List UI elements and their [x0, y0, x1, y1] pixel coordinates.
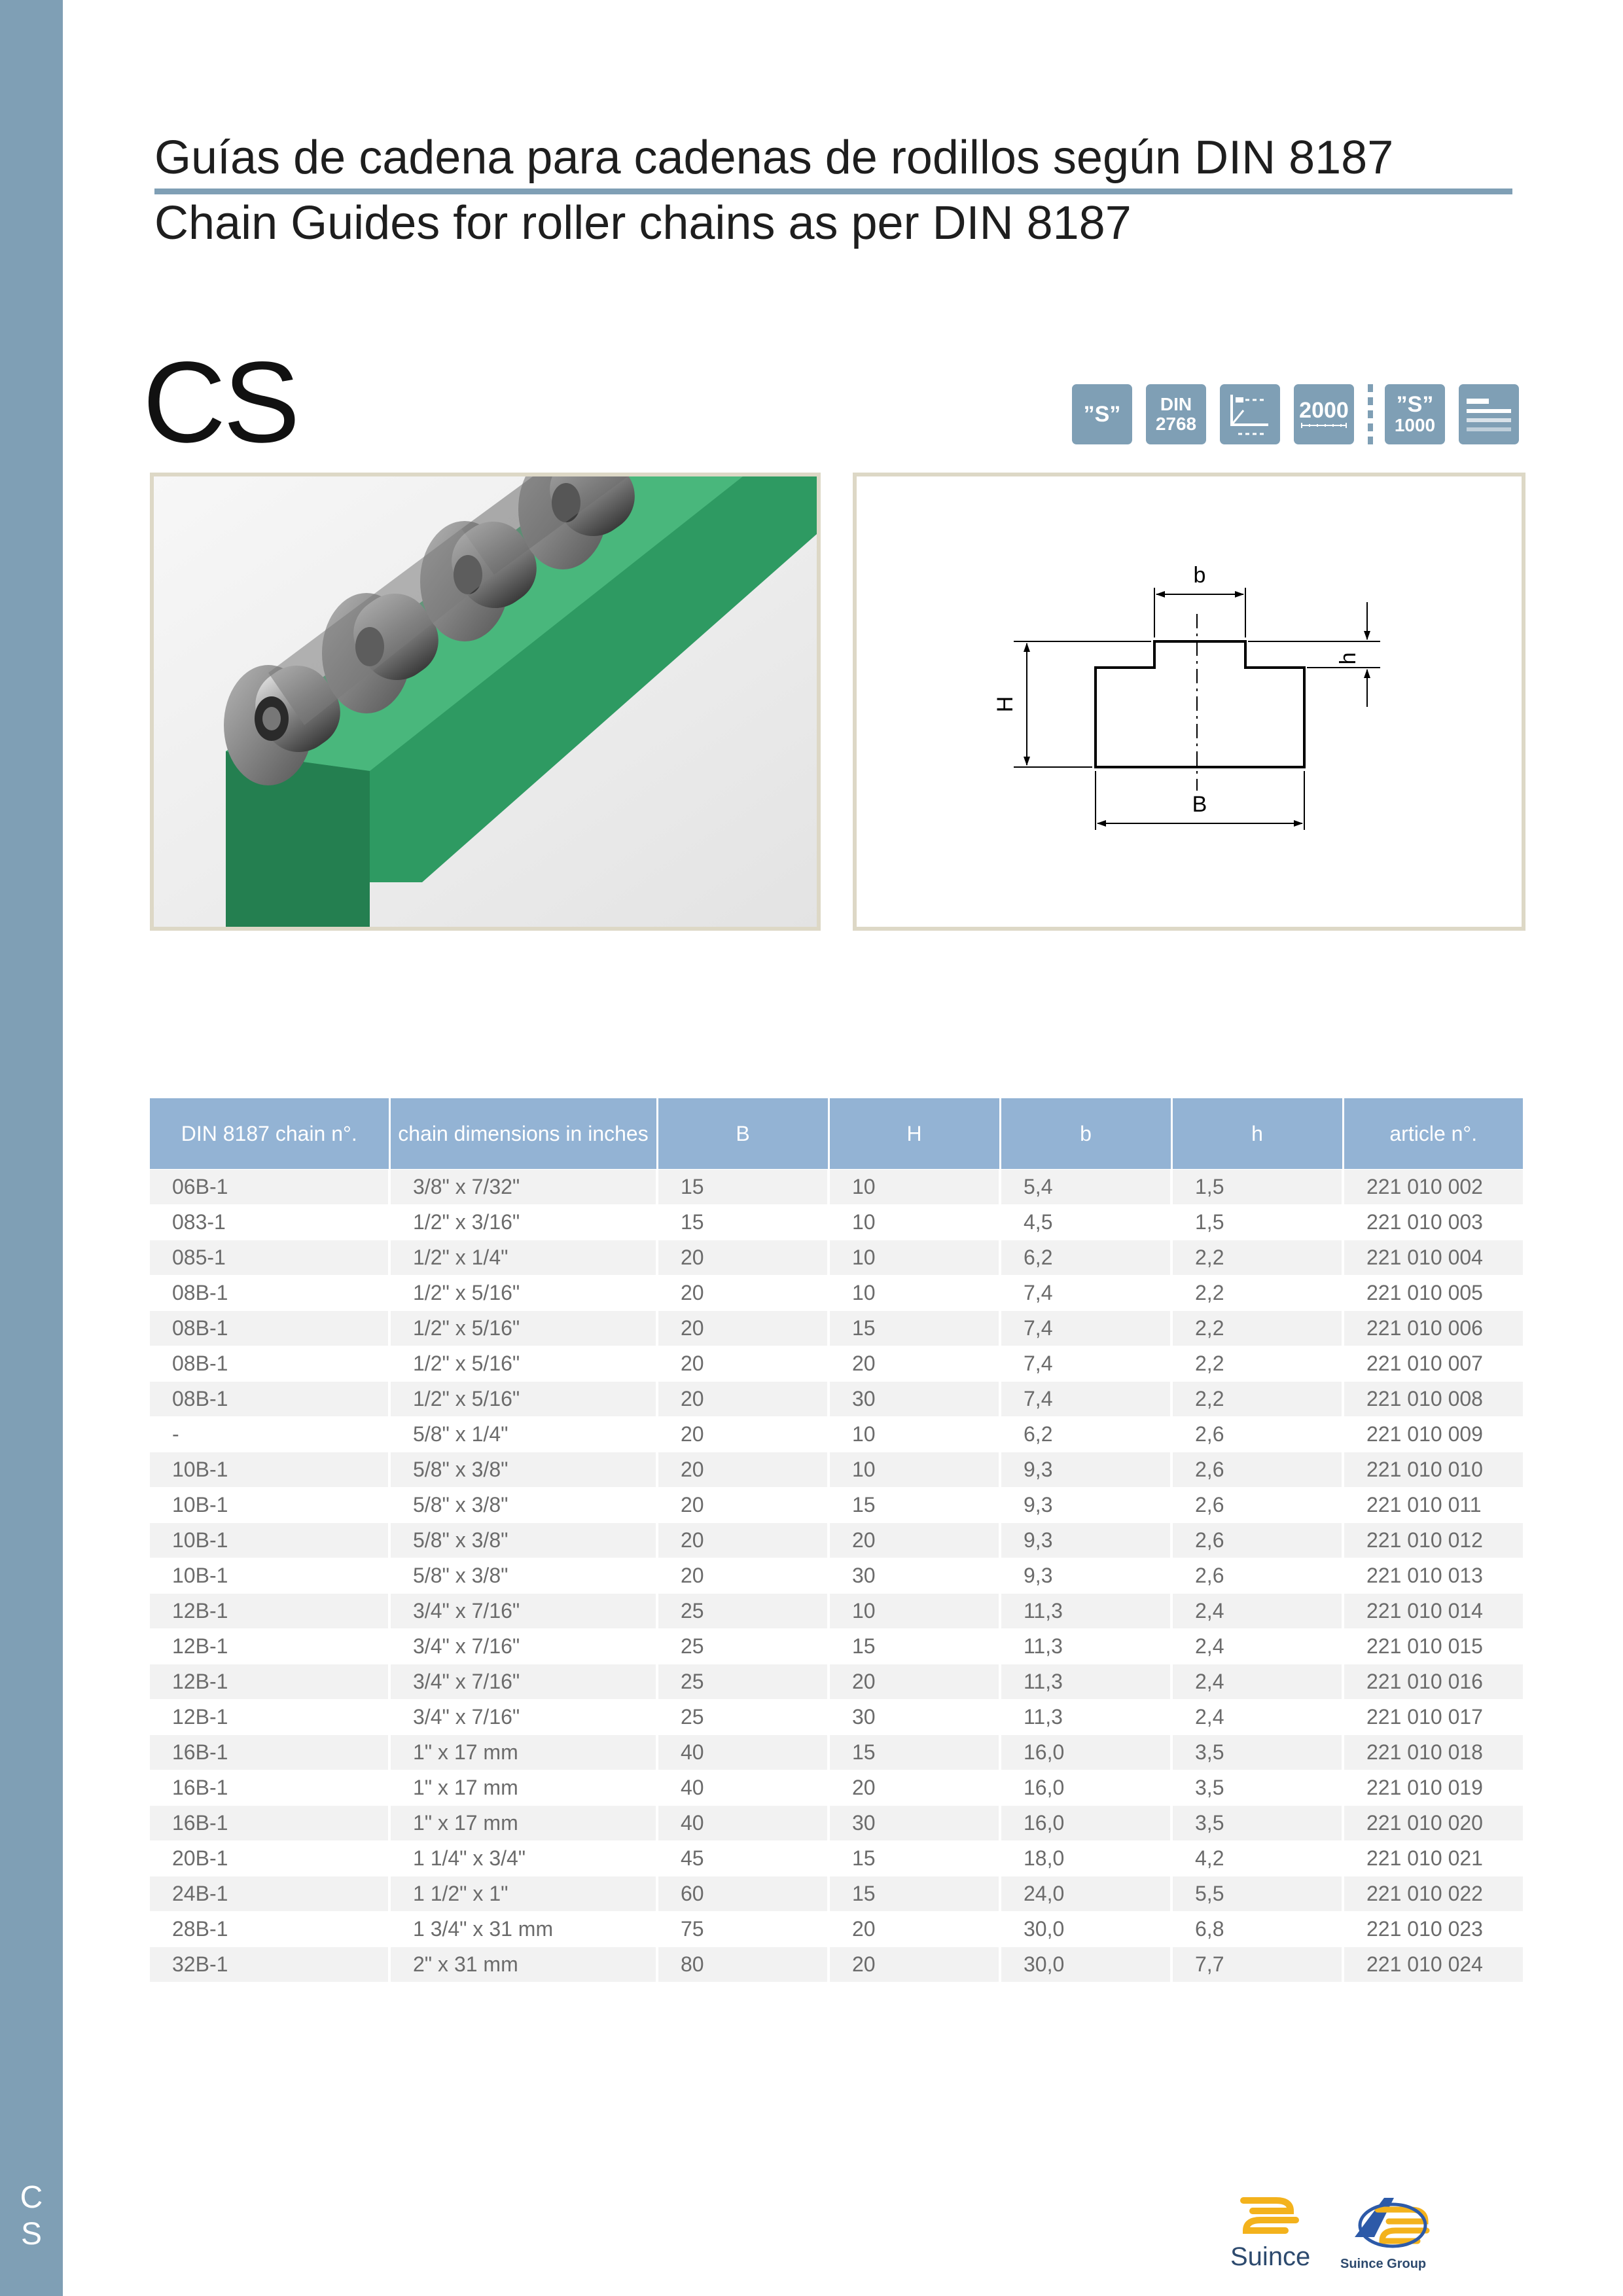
table-cell: 1/2" x 3/16" — [389, 1205, 657, 1240]
ruler-icon — [1300, 422, 1347, 429]
table-cell: 4,2 — [1171, 1841, 1343, 1876]
product-code: CS — [143, 338, 298, 467]
table-cell: 30,0 — [1000, 1912, 1171, 1947]
technical-drawing-frame — [853, 473, 1525, 931]
table-cell: 10 — [829, 1417, 1000, 1452]
table-cell: 10 — [829, 1594, 1000, 1629]
table-cell: 221 010 013 — [1343, 1558, 1523, 1594]
table-cell: 3/4" x 7/16" — [389, 1594, 657, 1629]
table-cell: 10 — [829, 1240, 1000, 1276]
dimension-label-B: B — [1192, 792, 1207, 817]
table-cell: 2,4 — [1171, 1629, 1343, 1664]
table-cell: 16B-1 — [150, 1806, 389, 1841]
table-cell: 20 — [657, 1523, 829, 1558]
table-cell: 20B-1 — [150, 1841, 389, 1876]
column-header: b — [1000, 1098, 1171, 1170]
table-cell: 221 010 022 — [1343, 1876, 1523, 1912]
table-cell: 7,4 — [1000, 1382, 1171, 1417]
table-cell: 12B-1 — [150, 1700, 389, 1735]
table-cell: 1/2" x 1/4" — [389, 1240, 657, 1276]
suince-logo-icon — [1230, 2191, 1309, 2244]
table-cell: 1,5 — [1171, 1170, 1343, 1205]
table-header-row — [150, 1098, 1523, 1170]
table-cell: 085-1 — [150, 1240, 389, 1276]
title-divider — [154, 188, 1512, 194]
table-cell: 221 010 015 — [1343, 1629, 1523, 1664]
table-cell: 9,3 — [1000, 1488, 1171, 1523]
badge-text: 2000 — [1299, 398, 1349, 423]
table-cell: 2,2 — [1171, 1240, 1343, 1276]
table-cell: 2" x 31 mm — [389, 1947, 657, 1982]
table-cell: 1" x 17 mm — [389, 1735, 657, 1770]
table-cell: 2,2 — [1171, 1346, 1343, 1382]
table-cell: 221 010 004 — [1343, 1240, 1523, 1276]
table-cell: 11,3 — [1000, 1664, 1171, 1700]
table-cell: 2,2 — [1171, 1311, 1343, 1346]
table-cell: 221 010 014 — [1343, 1594, 1523, 1629]
table-cell: 2,4 — [1171, 1594, 1343, 1629]
table-cell: 45 — [657, 1841, 829, 1876]
table-cell: 3,5 — [1171, 1735, 1343, 1770]
table-cell: 6,8 — [1171, 1912, 1343, 1947]
table-cell: 9,3 — [1000, 1452, 1171, 1488]
column-header: B — [657, 1098, 829, 1170]
table-cell: 5/8" x 3/8" — [389, 1523, 657, 1558]
table-cell: 1 3/4" x 31 mm — [389, 1912, 657, 1947]
table-cell: 7,4 — [1000, 1346, 1171, 1382]
table-cell: 30,0 — [1000, 1947, 1171, 1982]
table-cell: 221 010 016 — [1343, 1664, 1523, 1700]
table-cell: 25 — [657, 1700, 829, 1735]
table-row — [150, 1382, 1523, 1417]
table-cell: 6,2 — [1000, 1240, 1171, 1276]
profile-drawing — [857, 476, 1522, 927]
table-cell: 9,3 — [1000, 1558, 1171, 1594]
table-row — [150, 1770, 1523, 1806]
table-cell: 221 010 003 — [1343, 1205, 1523, 1240]
table-cell: 20 — [829, 1664, 1000, 1700]
table-row — [150, 1912, 1523, 1947]
badge-s-1000 — [1385, 384, 1445, 444]
table-cell: 15 — [829, 1629, 1000, 1664]
table-row — [150, 1240, 1523, 1276]
table-cell: 10B-1 — [150, 1452, 389, 1488]
table-cell: 20 — [657, 1346, 829, 1382]
profile-icon — [1220, 384, 1280, 444]
table-cell: 221 010 008 — [1343, 1382, 1523, 1417]
table-cell: 2,4 — [1171, 1664, 1343, 1700]
t-profile-outline — [1096, 641, 1304, 767]
table-cell: 2,6 — [1171, 1417, 1343, 1452]
table-cell: 221 010 006 — [1343, 1311, 1523, 1346]
table-row — [150, 1594, 1523, 1629]
table-row — [150, 1735, 1523, 1770]
table-cell: 30 — [829, 1806, 1000, 1841]
table-cell: 28B-1 — [150, 1912, 389, 1947]
table-cell: 16,0 — [1000, 1806, 1171, 1841]
badge-din-2768 — [1146, 384, 1206, 444]
table-cell: 08B-1 — [150, 1382, 389, 1417]
table-cell: 16,0 — [1000, 1770, 1171, 1806]
table-row — [150, 1700, 1523, 1735]
sidebar-section-code — [14, 2179, 48, 2253]
table-cell: 221 010 002 — [1343, 1170, 1523, 1205]
table-row — [150, 1346, 1523, 1382]
table-cell: 20 — [829, 1947, 1000, 1982]
table-cell: 30 — [829, 1382, 1000, 1417]
table-cell: 1/2" x 5/16" — [389, 1382, 657, 1417]
table-cell: 15 — [657, 1205, 829, 1240]
table-cell: 60 — [657, 1876, 829, 1912]
table-cell: - — [150, 1417, 389, 1452]
table-cell: 221 010 012 — [1343, 1523, 1523, 1558]
table-cell: 10B-1 — [150, 1488, 389, 1523]
table-cell: 80 — [657, 1947, 829, 1982]
table-cell: 15 — [829, 1735, 1000, 1770]
table-cell: 20 — [657, 1240, 829, 1276]
table-row — [150, 1664, 1523, 1700]
suince-group-logo-text: Suince Group — [1340, 2257, 1427, 2271]
table-cell: 083-1 — [150, 1205, 389, 1240]
sidebar-code-line2: S — [20, 2217, 42, 2251]
table-cell: 1/2" x 5/16" — [389, 1346, 657, 1382]
table-cell: 18,0 — [1000, 1841, 1171, 1876]
table-cell: 16B-1 — [150, 1735, 389, 1770]
table-cell: 3/4" x 7/16" — [389, 1700, 657, 1735]
table-cell: 08B-1 — [150, 1276, 389, 1311]
table-cell: 16B-1 — [150, 1770, 389, 1806]
table-cell: 2,6 — [1171, 1558, 1343, 1594]
table-cell: 15 — [829, 1876, 1000, 1912]
table-cell: 12B-1 — [150, 1664, 389, 1700]
table-cell: 221 010 024 — [1343, 1947, 1523, 1982]
table-cell: 10 — [829, 1170, 1000, 1205]
table-cell: 3,5 — [1171, 1770, 1343, 1806]
table-cell: 30 — [829, 1700, 1000, 1735]
table-cell: 221 010 005 — [1343, 1276, 1523, 1311]
table-row — [150, 1947, 1523, 1982]
table-cell: 24,0 — [1000, 1876, 1171, 1912]
table-cell: 5,4 — [1000, 1170, 1171, 1205]
table-cell: 7,7 — [1171, 1947, 1343, 1982]
table-cell: 20 — [657, 1276, 829, 1311]
badge-separator — [1368, 384, 1373, 444]
sidebar-band — [0, 0, 63, 2296]
table-cell: 32B-1 — [150, 1947, 389, 1982]
table-cell: 06B-1 — [150, 1170, 389, 1205]
table-cell: 20 — [657, 1417, 829, 1452]
table-cell: 24B-1 — [150, 1876, 389, 1912]
table-cell: 2,2 — [1171, 1382, 1343, 1417]
table-cell: 221 010 020 — [1343, 1806, 1523, 1841]
table-cell: 25 — [657, 1664, 829, 1700]
table-cell: 16,0 — [1000, 1735, 1171, 1770]
badge-text: ”S” — [1396, 392, 1434, 417]
table-cell: 5,5 — [1171, 1876, 1343, 1912]
table-cell: 221 010 010 — [1343, 1452, 1523, 1488]
table-row — [150, 1523, 1523, 1558]
suince-logo-text: Suince — [1230, 2242, 1311, 2271]
table-cell: 1" x 17 mm — [389, 1806, 657, 1841]
table-cell: 20 — [829, 1346, 1000, 1382]
table-cell: 2,4 — [1171, 1700, 1343, 1735]
table-row — [150, 1452, 1523, 1488]
table-cell: 40 — [657, 1806, 829, 1841]
table-cell: 221 010 019 — [1343, 1770, 1523, 1806]
table-cell: 25 — [657, 1594, 829, 1629]
table-cell: 25 — [657, 1629, 829, 1664]
table-cell: 40 — [657, 1735, 829, 1770]
table-cell: 3,5 — [1171, 1806, 1343, 1841]
column-header: article n°. — [1343, 1098, 1523, 1170]
table-cell: 5/8" x 1/4" — [389, 1417, 657, 1452]
table-cell: 20 — [657, 1311, 829, 1346]
table-row — [150, 1311, 1523, 1346]
table-cell: 15 — [829, 1841, 1000, 1876]
table-cell: 4,5 — [1000, 1205, 1171, 1240]
table-cell: 1 1/4" x 3/4" — [389, 1841, 657, 1876]
badge-lines-icon — [1459, 384, 1519, 444]
table-cell: 221 010 007 — [1343, 1346, 1523, 1382]
table-cell: 10 — [829, 1452, 1000, 1488]
table-row — [150, 1276, 1523, 1311]
table-cell: 221 010 018 — [1343, 1735, 1523, 1770]
badge-profile-icon — [1220, 384, 1280, 444]
table-cell: 08B-1 — [150, 1311, 389, 1346]
table-cell: 2,6 — [1171, 1488, 1343, 1523]
table-cell: 11,3 — [1000, 1700, 1171, 1735]
table-row — [150, 1876, 1523, 1912]
table-cell: 9,3 — [1000, 1523, 1171, 1558]
table-cell: 11,3 — [1000, 1594, 1171, 1629]
badge-text: ”S” — [1083, 402, 1121, 427]
lines-icon — [1459, 384, 1519, 444]
table-cell: 5/8" x 3/8" — [389, 1488, 657, 1523]
table-row — [150, 1417, 1523, 1452]
table-cell: 1/2" x 5/16" — [389, 1311, 657, 1346]
table-cell: 20 — [657, 1558, 829, 1594]
badge-text: DIN — [1160, 394, 1192, 414]
table-row — [150, 1558, 1523, 1594]
table-cell: 20 — [829, 1770, 1000, 1806]
table-cell: 221 010 009 — [1343, 1417, 1523, 1452]
table-cell: 15 — [829, 1488, 1000, 1523]
table-cell: 20 — [657, 1452, 829, 1488]
table-cell: 1/2" x 5/16" — [389, 1276, 657, 1311]
page-title-english: Chain Guides for roller chains as per DIN 8187 — [154, 197, 1132, 249]
badge-s-profile — [1072, 384, 1132, 444]
badge-text: 2768 — [1155, 414, 1197, 434]
table-cell: 20 — [657, 1382, 829, 1417]
table-cell: 20 — [829, 1912, 1000, 1947]
table-cell: 30 — [829, 1558, 1000, 1594]
table-cell: 12B-1 — [150, 1629, 389, 1664]
table-cell: 7,4 — [1000, 1276, 1171, 1311]
table-row — [150, 1170, 1523, 1205]
table-cell: 08B-1 — [150, 1346, 389, 1382]
badge-text: 1000 — [1394, 415, 1436, 435]
dimension-label-h: h — [1336, 652, 1361, 665]
table-row — [150, 1488, 1523, 1523]
column-header: DIN 8187 chain n°. — [150, 1098, 389, 1170]
table-cell: 2,2 — [1171, 1276, 1343, 1311]
table-row — [150, 1806, 1523, 1841]
page-title-spanish: Guías de cadena para cadenas de rodillos según DIN 8187 — [154, 132, 1394, 184]
column-header: h — [1171, 1098, 1343, 1170]
table-cell: 10 — [829, 1205, 1000, 1240]
badge-2000 — [1294, 384, 1354, 444]
suince-group-logo-icon — [1348, 2191, 1433, 2257]
column-header: chain dimensions in inches — [389, 1098, 657, 1170]
table-cell: 221 010 011 — [1343, 1488, 1523, 1523]
table-cell: 221 010 021 — [1343, 1841, 1523, 1876]
chain-guide-photo — [154, 476, 817, 927]
table-cell: 1,5 — [1171, 1205, 1343, 1240]
table-cell: 3/4" x 7/16" — [389, 1664, 657, 1700]
table-cell: 1" x 17 mm — [389, 1770, 657, 1806]
table-cell: 7,4 — [1000, 1311, 1171, 1346]
table-cell: 2,6 — [1171, 1452, 1343, 1488]
table-cell: 3/4" x 7/16" — [389, 1629, 657, 1664]
column-header: H — [829, 1098, 1000, 1170]
table-cell: 75 — [657, 1912, 829, 1947]
table-cell: 6,2 — [1000, 1417, 1171, 1452]
table-cell: 2,6 — [1171, 1523, 1343, 1558]
table-row — [150, 1205, 1523, 1240]
table-cell: 20 — [829, 1523, 1000, 1558]
table-cell: 11,3 — [1000, 1629, 1171, 1664]
dimension-label-H: H — [993, 696, 1018, 713]
table-cell: 15 — [657, 1170, 829, 1205]
table-cell: 10B-1 — [150, 1558, 389, 1594]
table-cell: 221 010 017 — [1343, 1700, 1523, 1735]
table-row — [150, 1841, 1523, 1876]
table-cell: 15 — [829, 1311, 1000, 1346]
table-cell: 20 — [657, 1488, 829, 1523]
sidebar-code-line1: C — [20, 2180, 43, 2215]
table-cell: 5/8" x 3/8" — [389, 1558, 657, 1594]
table-cell: 10B-1 — [150, 1523, 389, 1558]
table-cell: 40 — [657, 1770, 829, 1806]
table-cell: 1 1/2" x 1" — [389, 1876, 657, 1912]
table-cell: 10 — [829, 1276, 1000, 1311]
table-cell: 221 010 023 — [1343, 1912, 1523, 1947]
property-badges — [1072, 384, 1530, 444]
table-cell: 5/8" x 3/8" — [389, 1452, 657, 1488]
table-body — [150, 1170, 1523, 1982]
table-cell: 12B-1 — [150, 1594, 389, 1629]
table-row — [150, 1629, 1523, 1664]
product-photo-frame — [150, 473, 821, 931]
dimension-label-b: b — [1193, 563, 1206, 588]
specification-table — [150, 1098, 1523, 1982]
table-cell: 3/8" x 7/32" — [389, 1170, 657, 1205]
